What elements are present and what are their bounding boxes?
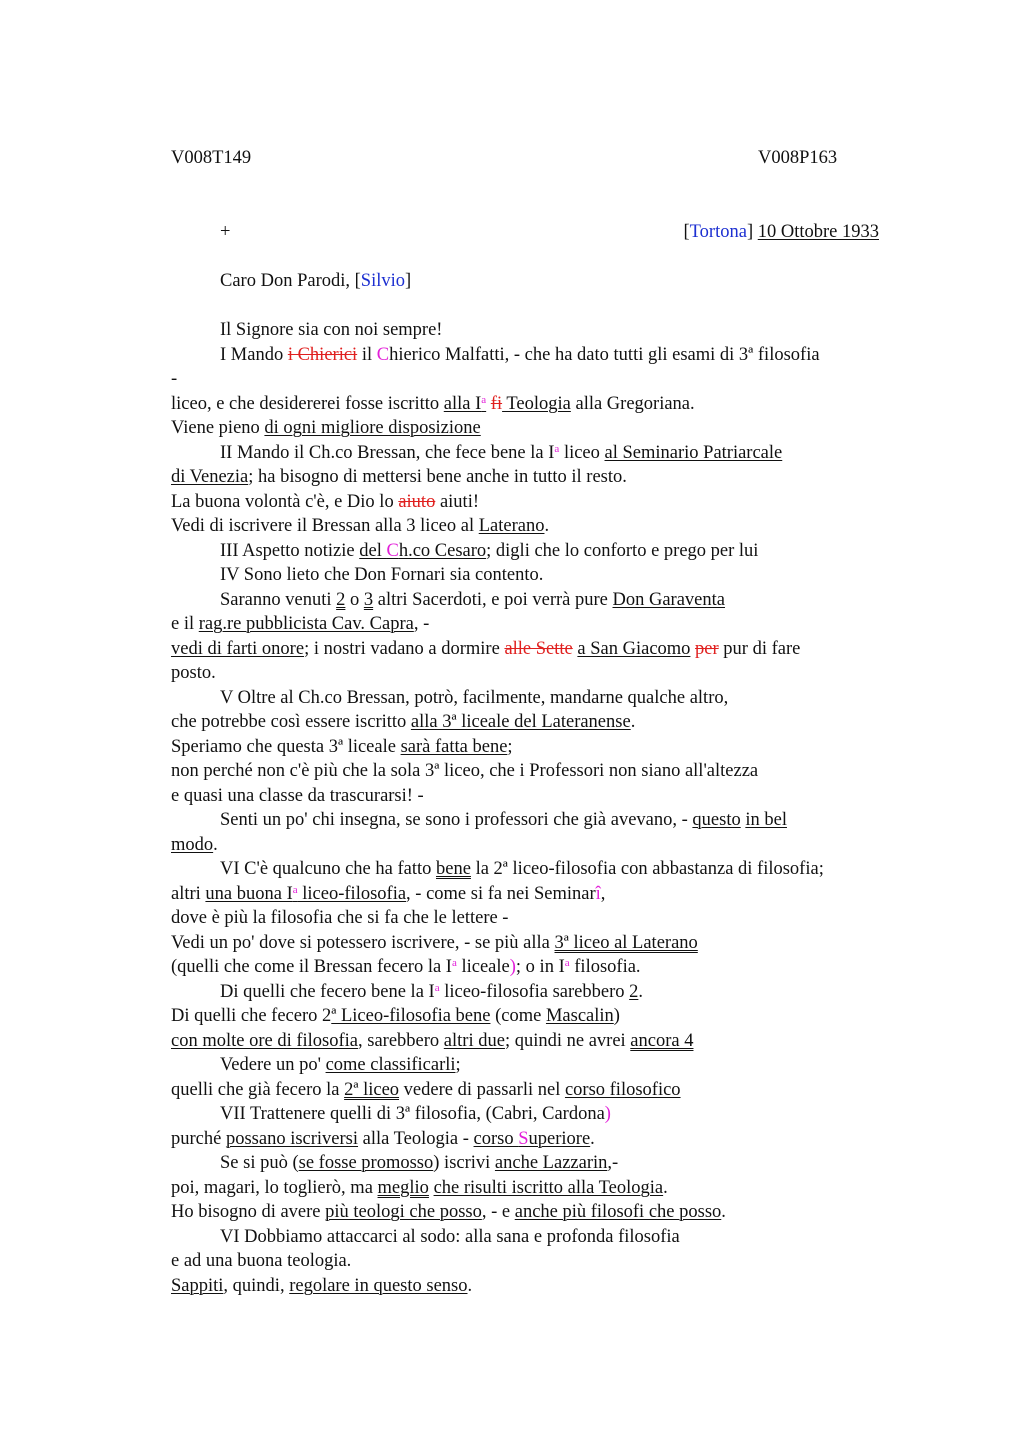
text-line: Speriamo che questa 3ª liceale sarà fatta bene;	[171, 736, 513, 757]
text-line: dove è più la filosofia che si fa che le lettere -	[171, 908, 509, 928]
text-line: VI Dobbiamo attaccarci al sodo: alla sana e profonda filosofia	[220, 1226, 680, 1247]
text-line: V Oltre al Ch.co Bressan, potrò, facilmente, mandarne qualche altro,	[220, 687, 729, 708]
letter-body	[171, 220, 911, 1298]
text-line: e il rag.re pubblicista Cav. Capra, -	[171, 614, 430, 634]
text-line: I Mando i Chierici il Chierico Malfatti, - che ha dato tutti gli esami di 3ª filosofia	[220, 344, 820, 365]
text-line: e ad una buona teologia.	[171, 1251, 352, 1271]
text-line: Il Signore sia con noi sempre!	[220, 320, 443, 340]
text-line: Se si può (se fosse promosso) iscrivi anche Lazzarin,-	[220, 1153, 619, 1173]
greeting: Caro Don Parodi, [Silvio]	[220, 271, 412, 291]
dateline	[171, 220, 879, 245]
text-line: modo.	[171, 834, 218, 855]
text-line: (quelli che come il Bressan fecero la $I^a$ liceale); o in $I^a$ filosofia.	[171, 957, 641, 977]
place: Tortona	[689, 222, 747, 242]
text-line: liceo, e che desidererei fosse iscritto alla $I^a$ fi Teologia alla Gregoriana.	[171, 393, 695, 414]
text-line: VI C'è qualcuno che ha fatto bene la 2ª liceo-filosofia con abbastanza di filosofia;	[220, 859, 824, 879]
cross-mark: +	[220, 222, 231, 242]
text-line: Vedere un po' come classificarli;	[220, 1055, 461, 1075]
text-line: Di quelli che fecero 2ª Liceo-filosofia bene (come Mascalin)	[171, 1006, 620, 1026]
archive-code-right: V008P163	[758, 148, 838, 168]
text-line: poi, magari, lo toglierò, ma meglio che risulti iscritto alla Teologia.	[171, 1177, 668, 1198]
archive-code-left: V008T149	[171, 148, 252, 168]
text-line: non perché non c'è più che la sola 3ª liceo, che i Professori non siano all'altezza	[171, 761, 759, 781]
text-line: II Mando il Ch.co Bressan, che fece bene la $I^a$ liceo al Seminario Patriarcale	[220, 442, 783, 463]
text-line: vedi di farti onore; i nostri vadano a dormire alle Sette a San Giacomo per pur di fare	[171, 638, 801, 659]
text-line: con molte ore di filosofia, sarebbero altri due; quindi ne avrei ancora 4	[171, 1030, 694, 1051]
recipient-name: Silvio	[360, 271, 406, 291]
date: 10 Ottobre 1933	[757, 222, 879, 242]
text-line: Di quelli che fecero bene la $I^a$ liceo-filosofia sarebbero 2.	[220, 981, 644, 1002]
text-line: altri una buona $I^a$ liceo-filosofia, - come si fa nei Seminarî,	[171, 883, 606, 904]
text-line: Sappiti, quindi, regolare in questo senso.	[171, 1275, 473, 1296]
text-line: III Aspetto notizie del Ch.co Cesaro; digli che lo conforto e prego per lui	[220, 540, 759, 561]
text-line: IV Sono lieto che Don Fornari sia contento.	[220, 565, 544, 585]
text-line: Senti un po' chi insegna, se sono i professori che già avevano, - questo in bel	[220, 810, 787, 830]
text-line: Vedi di iscrivere il Bressan alla 3 liceo al Laterano.	[171, 516, 550, 536]
text-line: La buona volontà c'è, e Dio lo aiuto aiuti!	[171, 491, 479, 512]
text-line: Saranno venuti 2 o 3 altri Sacerdoti, e poi verrà pure Don Garaventa	[220, 589, 725, 610]
text-line: e quasi una classe da trascurarsi! -	[171, 785, 424, 806]
text-line: -	[171, 369, 178, 389]
text-line: che potrebbe così essere iscritto alla 3ª liceale del Lateranense.	[171, 712, 636, 732]
text-line: Viene pieno di ogni migliore disposizione	[171, 418, 481, 438]
text-line: purché possano iscriversi alla Teologia - corso Superiore.	[171, 1128, 595, 1149]
text-line: Vedi un po' dove si potessero iscrivere, - se più alla 3ª liceo al Laterano	[171, 932, 698, 953]
text-line: quelli che già fecero la 2ª liceo vedere di passarli nel corso filosofico	[171, 1079, 681, 1100]
text-line: Ho bisogno di avere più teologi che posso, - e anche più filosofi che posso.	[171, 1202, 726, 1222]
text-line: VII Trattenere quelli di 3ª filosofia, (Cabri, Cardona)	[220, 1104, 611, 1124]
place-date: [Tortona] 10 Ottobre 1933	[683, 222, 879, 242]
text-line: di Venezia; ha bisogno di mettersi bene anche in tutto il resto.	[171, 467, 627, 487]
text-line: posto.	[171, 663, 216, 683]
